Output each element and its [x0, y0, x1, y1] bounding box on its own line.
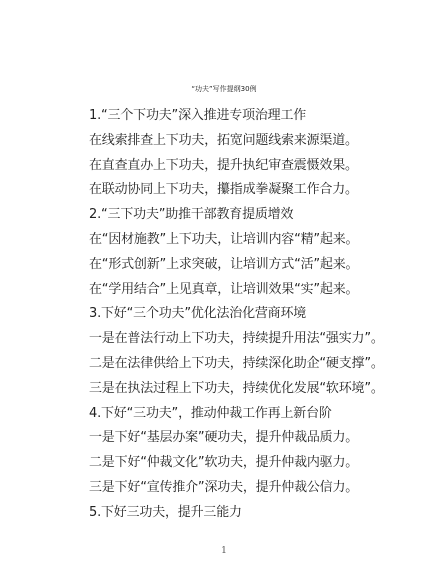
document-title: “功夫”写作提纲30例	[191, 85, 257, 93]
body-line: 在“形式创新”上求突破，让培训方式“活”起来。	[89, 257, 359, 272]
page-number: 1	[221, 546, 227, 556]
body-line: 一是下好“基层办案”硬功夫，提升仲裁品质力。	[89, 430, 359, 445]
body-line: 二是在法律供给上下功夫，持续深化助企“硬支撑”。	[89, 356, 384, 371]
body-line: 三是下好“宣传推介”深功夫，提升仲裁公信力。	[89, 480, 359, 495]
body-line: 二是下好“仲裁文化”软功夫，提升仲裁内驱力。	[89, 455, 359, 470]
body-line: 一是在普法行动上下功夫，持续提升用法“强实力”。	[89, 331, 384, 346]
section-heading: 3.下好“三个功夫”优化法治化营商环境	[89, 306, 307, 321]
body-line: 在联动协同上下功夫，攥指成拳凝聚工作合力。	[89, 182, 358, 197]
body-line: 在“学用结合”上见真章，让培训效果“实”起来。	[89, 282, 359, 297]
section-heading: 5.下好三功夫，提升三能力	[89, 505, 242, 520]
section-heading: 2.“三下功夫”助推干部教育提质增效	[89, 207, 294, 222]
body-line: 三是在执法过程上下功夫，持续优化发展“软环境”。	[89, 381, 384, 396]
section-heading: 4.下好“三功夫”，推动仲裁工作再上新台阶	[89, 406, 332, 421]
body-line: 在“因材施教”上下功夫，让培训内容“精”起来。	[89, 232, 359, 247]
body-line: 在直查直办上下功夫，提升执纪审查震慑效果。	[89, 158, 358, 173]
section-heading: 1.“三个下功夫”深入推进专项治理工作	[89, 108, 307, 123]
body-line: 在线索排查上下功夫，拓宽问题线索来源渠道。	[89, 133, 358, 148]
